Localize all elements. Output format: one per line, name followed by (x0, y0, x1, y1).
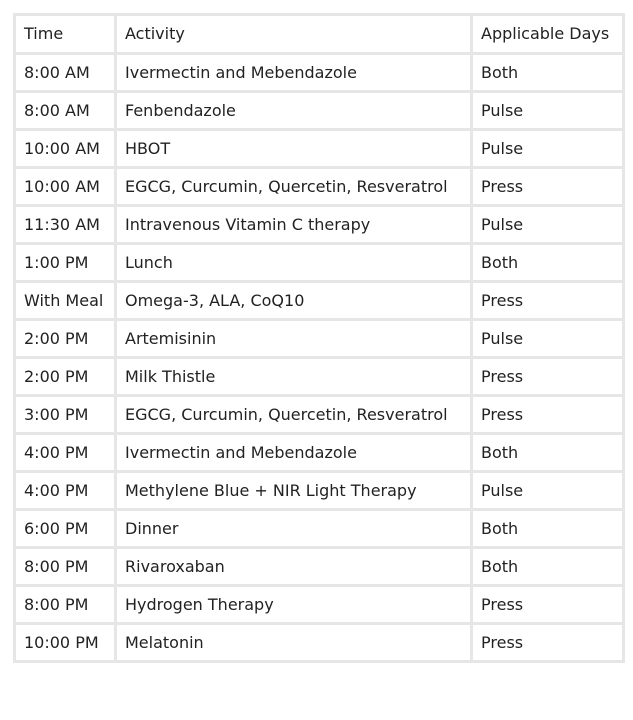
cell-activity: Hydrogen Therapy (116, 586, 472, 624)
header-activity: Activity (116, 15, 472, 54)
cell-applicable-days: Both (472, 434, 624, 472)
header-applicable-days: Applicable Days (472, 15, 624, 54)
cell-time: 4:00 PM (15, 434, 116, 472)
cell-activity: Melatonin (116, 624, 472, 662)
cell-applicable-days: Both (472, 548, 624, 586)
cell-time: 2:00 PM (15, 320, 116, 358)
cell-applicable-days: Pulse (472, 320, 624, 358)
table-row (15, 586, 624, 624)
cell-activity: Methylene Blue + NIR Light Therapy (116, 472, 472, 510)
cell-time: 3:00 PM (15, 396, 116, 434)
table-row (15, 320, 624, 358)
table-row (15, 434, 624, 472)
header-row (15, 15, 624, 54)
cell-applicable-days: Both (472, 510, 624, 548)
cell-time: 10:00 AM (15, 130, 116, 168)
cell-applicable-days: Pulse (472, 130, 624, 168)
cell-time: 6:00 PM (15, 510, 116, 548)
cell-applicable-days: Press (472, 282, 624, 320)
table-row (15, 548, 624, 586)
cell-time: 4:00 PM (15, 472, 116, 510)
cell-time: 8:00 PM (15, 548, 116, 586)
schedule-table (13, 13, 625, 663)
table-row (15, 472, 624, 510)
cell-time: 11:30 AM (15, 206, 116, 244)
cell-time: 8:00 PM (15, 586, 116, 624)
table-row (15, 396, 624, 434)
table-header (15, 15, 624, 54)
table-body (15, 54, 624, 662)
cell-time: 2:00 PM (15, 358, 116, 396)
cell-time: 10:00 AM (15, 168, 116, 206)
table-row (15, 624, 624, 662)
cell-activity: EGCG, Curcumin, Quercetin, Resveratrol (116, 396, 472, 434)
cell-activity: Lunch (116, 244, 472, 282)
table-row (15, 244, 624, 282)
schedule-table-container (13, 13, 625, 663)
cell-time: 1:00 PM (15, 244, 116, 282)
table-row (15, 206, 624, 244)
cell-activity: Rivaroxaban (116, 548, 472, 586)
cell-applicable-days: Pulse (472, 92, 624, 130)
table-row (15, 130, 624, 168)
cell-applicable-days: Both (472, 54, 624, 92)
cell-activity: Milk Thistle (116, 358, 472, 396)
cell-time: 8:00 AM (15, 54, 116, 92)
cell-time: With Meal (15, 282, 116, 320)
table-row (15, 54, 624, 92)
cell-activity: HBOT (116, 130, 472, 168)
header-time: Time (15, 15, 116, 54)
cell-activity: Intravenous Vitamin C therapy (116, 206, 472, 244)
cell-activity: Ivermectin and Mebendazole (116, 434, 472, 472)
cell-applicable-days: Pulse (472, 206, 624, 244)
table-row (15, 168, 624, 206)
cell-applicable-days: Press (472, 168, 624, 206)
cell-activity: Dinner (116, 510, 472, 548)
cell-activity: Omega-3, ALA, CoQ10 (116, 282, 472, 320)
cell-applicable-days: Press (472, 624, 624, 662)
cell-applicable-days: Press (472, 358, 624, 396)
table-row (15, 92, 624, 130)
table-row (15, 282, 624, 320)
cell-activity: EGCG, Curcumin, Quercetin, Resveratrol (116, 168, 472, 206)
cell-activity: Ivermectin and Mebendazole (116, 54, 472, 92)
table-row (15, 510, 624, 548)
cell-activity: Fenbendazole (116, 92, 472, 130)
cell-applicable-days: Press (472, 396, 624, 434)
cell-time: 8:00 AM (15, 92, 116, 130)
cell-applicable-days: Press (472, 586, 624, 624)
cell-applicable-days: Both (472, 244, 624, 282)
cell-activity: Artemisinin (116, 320, 472, 358)
table-row (15, 358, 624, 396)
cell-time: 10:00 PM (15, 624, 116, 662)
cell-applicable-days: Pulse (472, 472, 624, 510)
